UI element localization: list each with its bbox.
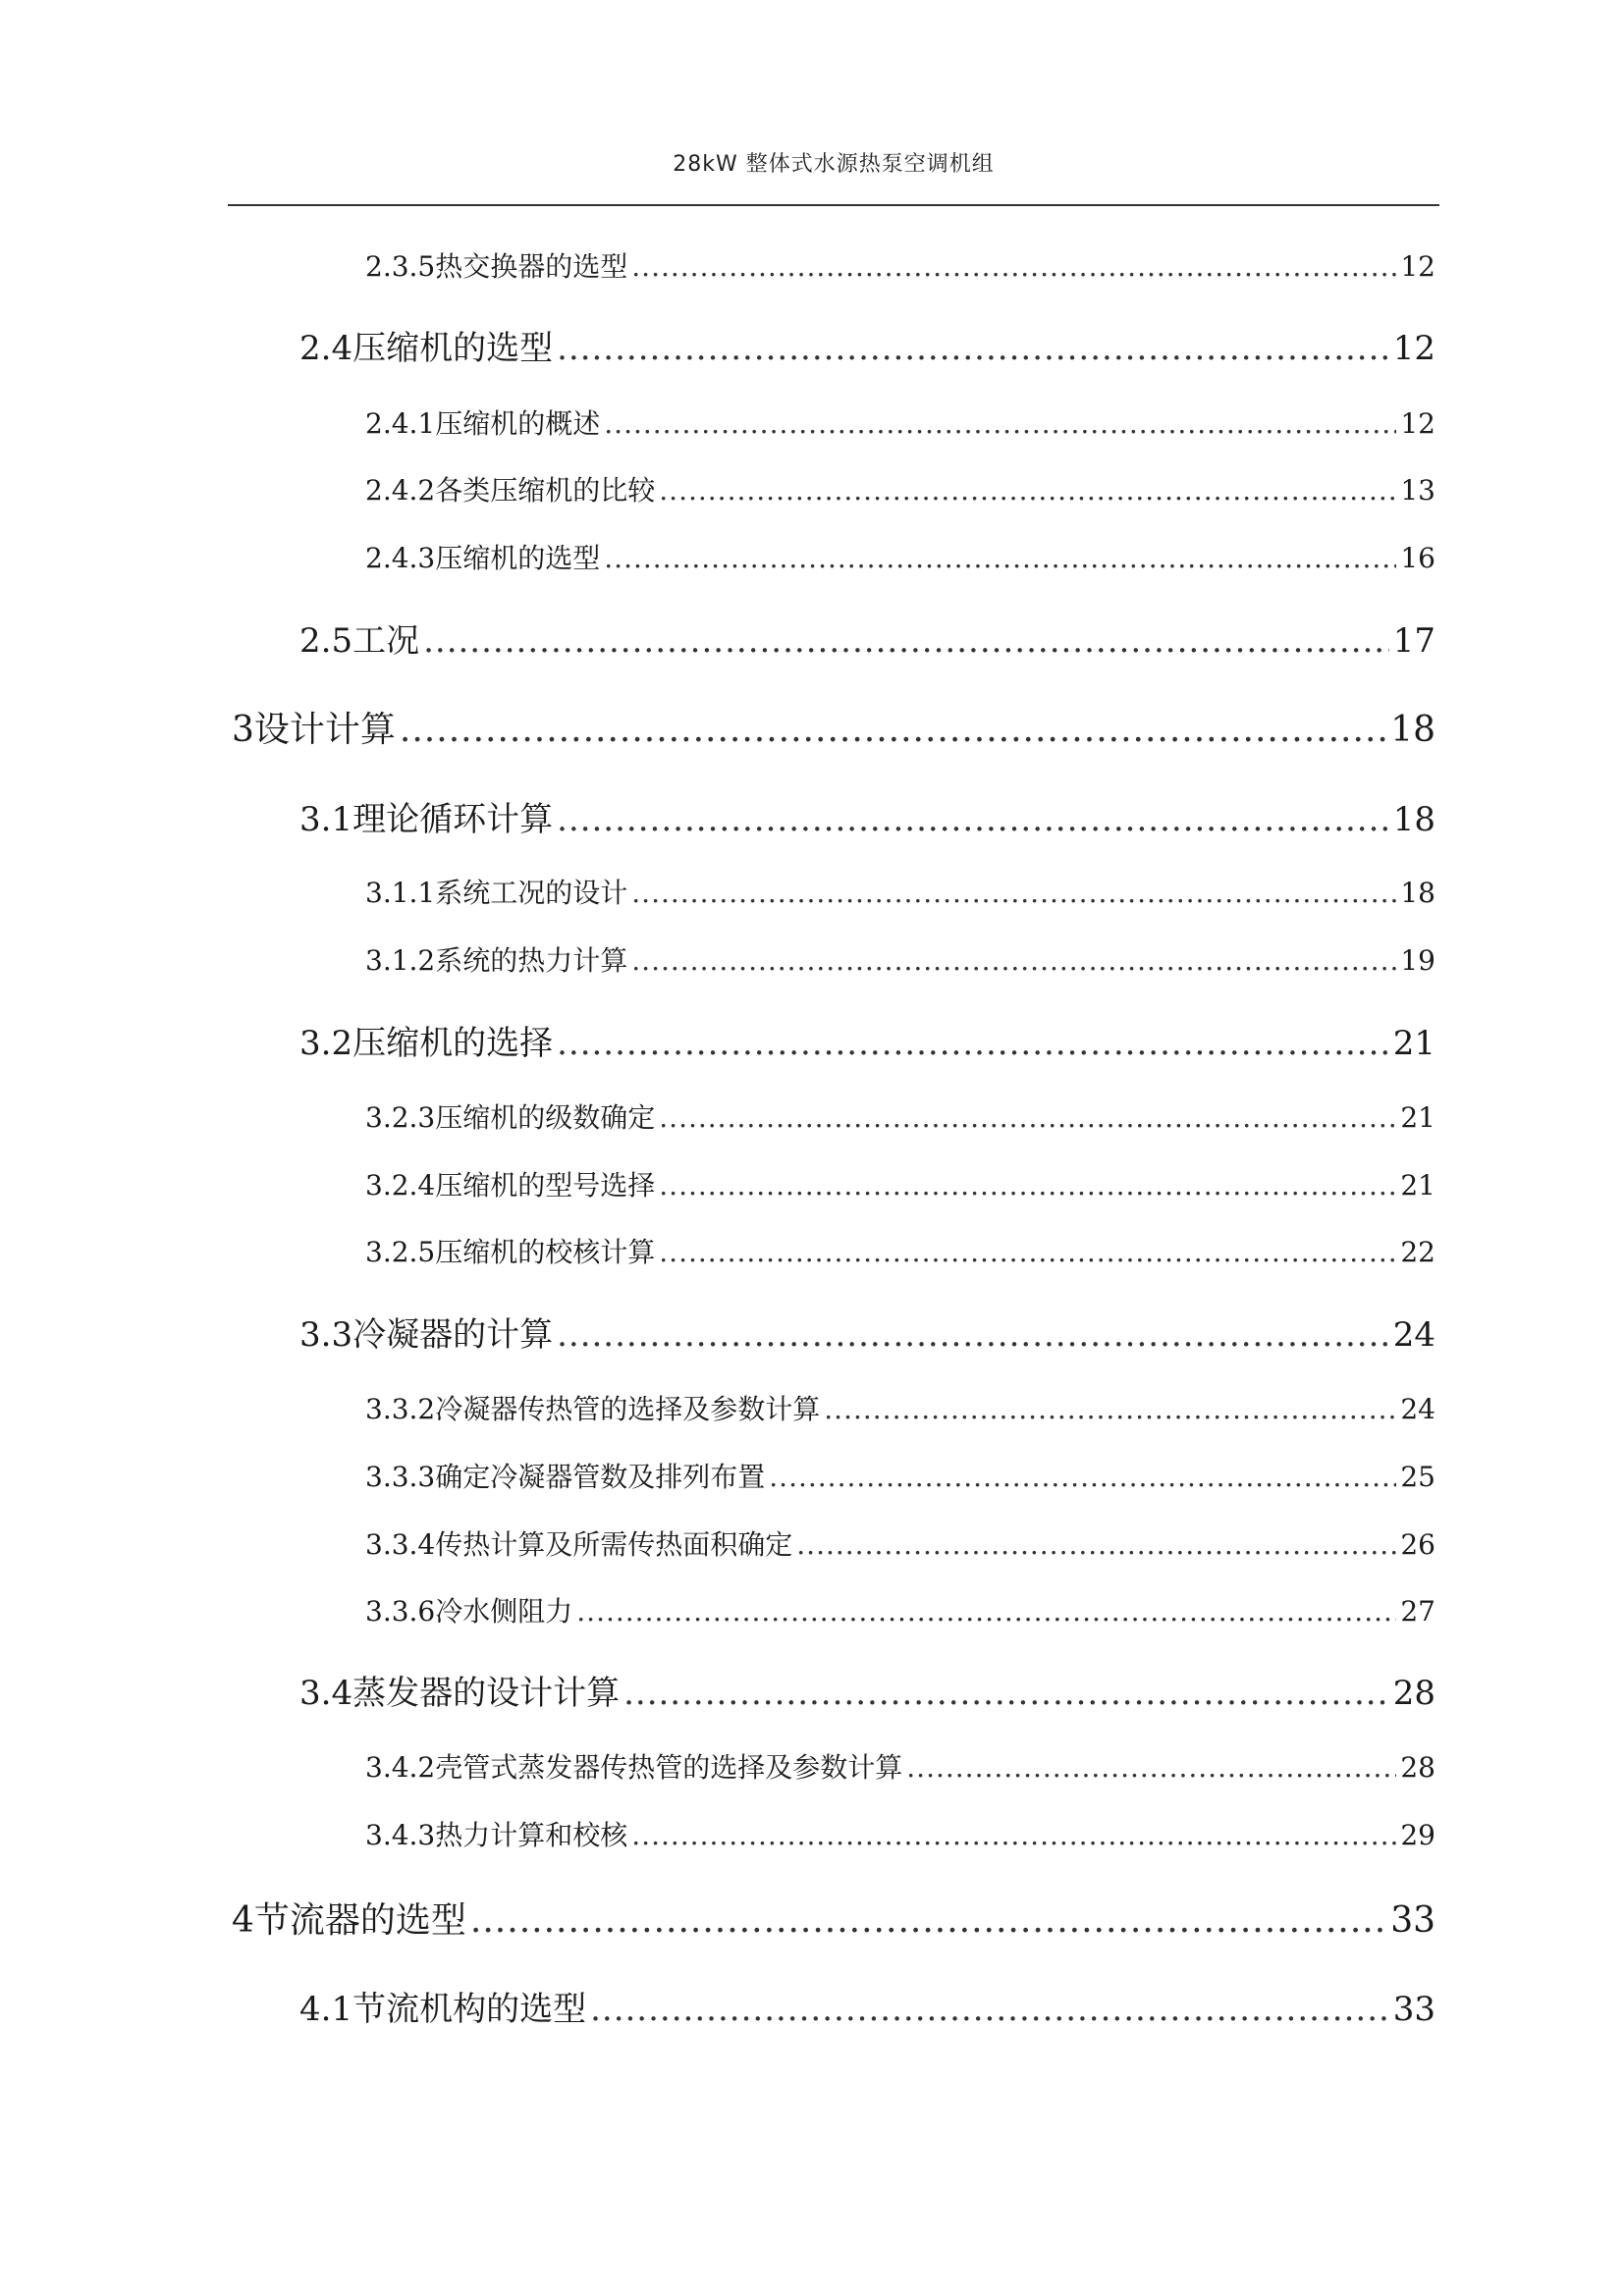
toc-number: 4.1	[299, 1990, 353, 2029]
toc-entry[interactable]	[232, 1893, 1435, 1943]
toc-page-number: 28	[1392, 1674, 1435, 1713]
toc-title: 各类压缩机的比较	[435, 474, 656, 507]
toc-title: 壳管式蒸发器传热管的选择及参数计算	[435, 1751, 903, 1784]
toc-page-number: 24	[1400, 1393, 1435, 1425]
toc-leader	[824, 1393, 1396, 1425]
toc-entry[interactable]	[365, 872, 1435, 911]
toc-page-number: 29	[1400, 1819, 1435, 1851]
toc-number: 3.2	[299, 1024, 353, 1063]
toc-leader	[659, 1236, 1396, 1268]
toc-entry[interactable]	[365, 1096, 1435, 1136]
toc-page-number: 33	[1392, 1990, 1435, 2029]
toc-entry[interactable]	[365, 537, 1435, 576]
toc-leader	[557, 800, 1389, 839]
toc-leader	[631, 250, 1396, 283]
toc-title: 压缩机的选择	[352, 1024, 554, 1063]
toc-title: 压缩机的选型	[352, 329, 554, 368]
toc-entry[interactable]	[365, 1456, 1435, 1495]
toc-entry[interactable]	[365, 1164, 1435, 1203]
toc-number: 3.3	[299, 1315, 353, 1355]
toc-number: 4	[232, 1900, 254, 1941]
toc-entry[interactable]	[365, 1746, 1435, 1786]
toc-title: 工况	[352, 621, 420, 661]
toc-title: 压缩机的校核计算	[435, 1236, 656, 1268]
toc-entry[interactable]	[365, 402, 1435, 442]
toc-leader	[796, 1528, 1396, 1561]
toc-entry[interactable]	[365, 1231, 1435, 1270]
toc-entry[interactable]	[299, 1308, 1435, 1356]
toc-page-number: 16	[1400, 542, 1435, 574]
toc-title: 节流器的选型	[253, 1900, 466, 1941]
toc-title: 冷凝器的计算	[352, 1315, 554, 1355]
toc-title: 压缩机的选型	[435, 542, 601, 574]
toc-title: 系统工况的设计	[435, 877, 628, 909]
toc-page-number: 21	[1400, 1101, 1435, 1134]
toc-leader	[604, 542, 1396, 574]
toc-number: 3.1.1	[365, 877, 436, 909]
toc-title: 冷水侧阻力	[435, 1595, 573, 1628]
running-header: 28kW 整体式水源热泵空调机组	[673, 152, 995, 177]
toc-title: 节流机构的选型	[352, 1990, 587, 2029]
toc-page-number: 26	[1400, 1528, 1435, 1561]
toc-title: 理论循环计算	[352, 800, 554, 839]
toc-page-number: 25	[1400, 1461, 1435, 1493]
toc-entry[interactable]	[365, 1388, 1435, 1427]
toc-leader	[623, 1674, 1389, 1713]
toc-number: 3.3.4	[365, 1528, 436, 1561]
toc-title: 热力计算和校核	[435, 1819, 628, 1851]
toc-page-number: 18	[1392, 800, 1435, 839]
toc-title: 压缩机的型号选择	[435, 1169, 656, 1201]
toc-leader	[590, 1990, 1389, 2029]
toc-number: 2.4.1	[365, 407, 436, 440]
toc-number: 3.4.3	[365, 1819, 436, 1851]
toc-page-number: 12	[1392, 329, 1435, 368]
toc-number: 2.4.3	[365, 542, 436, 574]
toc-entry[interactable]	[299, 614, 1435, 662]
toc-page-number: 13	[1400, 474, 1435, 507]
toc-title: 设计计算	[253, 710, 396, 750]
toc-title: 传热计算及所需传热面积确定	[435, 1528, 793, 1561]
toc-number: 2.5	[299, 621, 353, 661]
toc-leader	[659, 474, 1396, 507]
toc-number: 3.3.2	[365, 1393, 436, 1425]
toc-title: 系统的热力计算	[435, 944, 628, 977]
toc-page-number: 18	[1390, 710, 1435, 750]
toc-page-number: 21	[1400, 1169, 1435, 1201]
toc-number: 3.4.2	[365, 1751, 436, 1784]
toc-number: 3.2.5	[365, 1236, 436, 1268]
toc-leader	[769, 1461, 1396, 1493]
toc-page-number: 24	[1392, 1315, 1435, 1355]
toc-page-number: 12	[1400, 250, 1435, 283]
toc-page-number: 27	[1400, 1595, 1435, 1628]
toc-entry[interactable]	[365, 939, 1435, 979]
toc-entry[interactable]	[365, 1590, 1435, 1629]
toc-leader	[604, 407, 1396, 440]
toc-entry[interactable]	[365, 1814, 1435, 1853]
toc-leader	[470, 1900, 1386, 1941]
toc-number: 3.3.3	[365, 1461, 436, 1493]
toc-leader	[557, 329, 1389, 368]
toc-number: 3.2.4	[365, 1169, 436, 1201]
toc-leader	[659, 1101, 1396, 1134]
toc-leader	[423, 621, 1389, 661]
toc-leader	[576, 1595, 1396, 1628]
toc-number: 2.4	[299, 329, 353, 368]
toc-leader	[906, 1751, 1396, 1784]
toc-page-number: 12	[1400, 407, 1435, 440]
toc-entry[interactable]	[299, 1666, 1435, 1714]
toc-number: 3.1	[299, 800, 353, 839]
toc-entry[interactable]	[299, 321, 1435, 369]
toc-number: 3.1.2	[365, 944, 436, 977]
toc-leader	[631, 1819, 1396, 1851]
toc-page-number: 19	[1400, 944, 1435, 977]
toc-page-number: 22	[1400, 1236, 1435, 1268]
toc-leader	[631, 944, 1396, 977]
toc-title: 确定冷凝器管数及排列布置	[435, 1461, 766, 1493]
toc-number: 2.4.2	[365, 474, 436, 507]
toc-leader	[557, 1024, 1389, 1063]
toc-leader	[631, 877, 1396, 909]
toc-page-number: 28	[1400, 1751, 1435, 1784]
toc-number: 3	[232, 710, 254, 750]
toc-entry[interactable]	[299, 792, 1435, 840]
toc-entry[interactable]	[365, 1523, 1435, 1563]
toc-page-number: 33	[1390, 1900, 1435, 1941]
toc-page-number: 21	[1392, 1024, 1435, 1063]
toc-number: 2.3.5	[365, 250, 436, 283]
toc-number: 3.2.3	[365, 1101, 436, 1134]
toc-number: 3.4	[299, 1674, 353, 1713]
toc-title: 冷凝器传热管的选择及参数计算	[435, 1393, 821, 1425]
toc-leader	[557, 1315, 1389, 1355]
toc-title: 蒸发器的设计计算	[352, 1674, 621, 1713]
toc-title: 热交换器的选型	[435, 250, 628, 283]
toc-title: 压缩机的级数确定	[435, 1101, 656, 1134]
toc-leader	[659, 1169, 1396, 1201]
toc-entry[interactable]	[299, 1982, 1435, 2030]
toc-entry[interactable]	[365, 245, 1435, 285]
toc-number: 3.3.6	[365, 1595, 436, 1628]
toc-page-number: 17	[1392, 621, 1435, 661]
toc-page-number: 18	[1400, 877, 1435, 909]
toc-entry[interactable]	[232, 702, 1435, 752]
toc-entry[interactable]	[299, 1016, 1435, 1064]
toc-entry[interactable]	[365, 469, 1435, 508]
toc-leader	[400, 710, 1386, 750]
toc-title: 压缩机的概述	[435, 407, 601, 440]
